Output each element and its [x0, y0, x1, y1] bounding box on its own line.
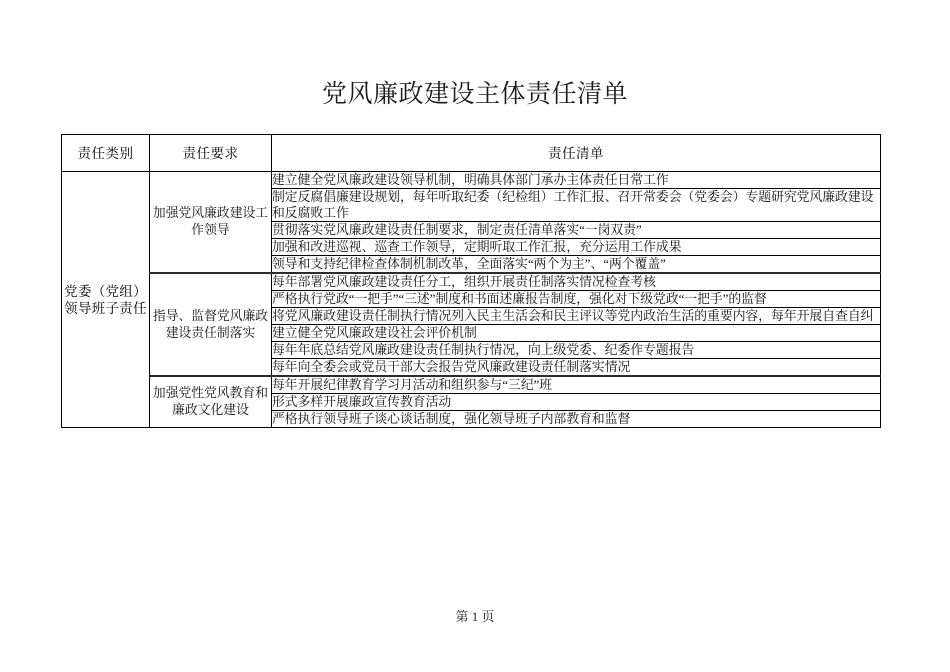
table-row [62, 273, 881, 291]
column-header-category: 责任类别 [62, 135, 150, 172]
table-header-row [62, 135, 881, 172]
requirement-cell-3: 加强党性党风教育和廉政文化建设 [150, 376, 272, 428]
page-number-footer: 第 1 页 [455, 609, 495, 624]
responsibility-item: 形式多样开展廉政宣传教育活动 [272, 394, 881, 411]
responsibility-item: 每年年底总结党风廉政建设责任制执行情况，向上级党委、纪委作专题报告 [272, 342, 881, 359]
column-header-list: 责任清单 [272, 135, 881, 172]
responsibility-item: 贯彻落实党风廉政建设责任制要求，制定责任清单落实“一岗双责” [272, 222, 881, 239]
page-title: 党风廉政建设主体责任清单 [321, 81, 628, 108]
responsibility-item: 加强和改进巡视、巡查工作领导，定期听取工作汇报，充分运用工作成果 [272, 239, 881, 256]
table-row [62, 376, 881, 394]
responsibility-item: 每年部署党风廉政建设责任分工，组织开展责任制落实情况检查考核 [272, 273, 881, 291]
responsibility-item: 严格执行领导班子谈心谈话制度，强化领导班子内部教育和监督 [272, 411, 881, 428]
table-header [62, 135, 881, 172]
responsibility-item: 将党风廉政建设责任制执行情况列入民主生活会和民主评议等党内政治生活的重要内容，每年开展自查自纠 [272, 308, 881, 325]
responsibility-table-container [61, 134, 880, 428]
table-body [62, 172, 881, 428]
category-cell: 党委（党组）领导班子责任 [62, 172, 150, 428]
responsibility-item: 建立健全党风廉政建设社会评价机制 [272, 325, 881, 342]
requirement-cell-1: 加强党风廉政建设工作领导 [150, 172, 272, 274]
column-header-requirement: 责任要求 [150, 135, 272, 172]
requirement-cell-2: 指导、监督党风廉政建设责任制落实 [150, 273, 272, 376]
responsibility-item: 每年开展纪律教育学习月活动和组织参与“三纪”班 [272, 376, 881, 394]
responsibility-item: 每年向全委会或党员干部大会报告党风廉政建设责任制落实情况 [272, 359, 881, 377]
responsibility-item: 建立健全党风廉政建设领导机制，明确具体部门承办主体责任日常工作 [272, 172, 881, 189]
responsibility-item: 制定反腐倡廉建设规划，每年听取纪委（纪检组）工作汇报、召开常委会（党委会）专题研究党风廉政建设和反腐败工作 [272, 189, 881, 222]
responsibility-table [61, 134, 881, 428]
responsibility-item: 领导和支持纪律检查体制机制改革，全面落实“两个为主”、“两个覆盖” [272, 256, 881, 274]
responsibility-item: 严格执行党政“一把手”“三述”制度和书面述廉报告制度，强化对下级党政“一把手”的监督 [272, 291, 881, 308]
table-row [62, 172, 881, 189]
